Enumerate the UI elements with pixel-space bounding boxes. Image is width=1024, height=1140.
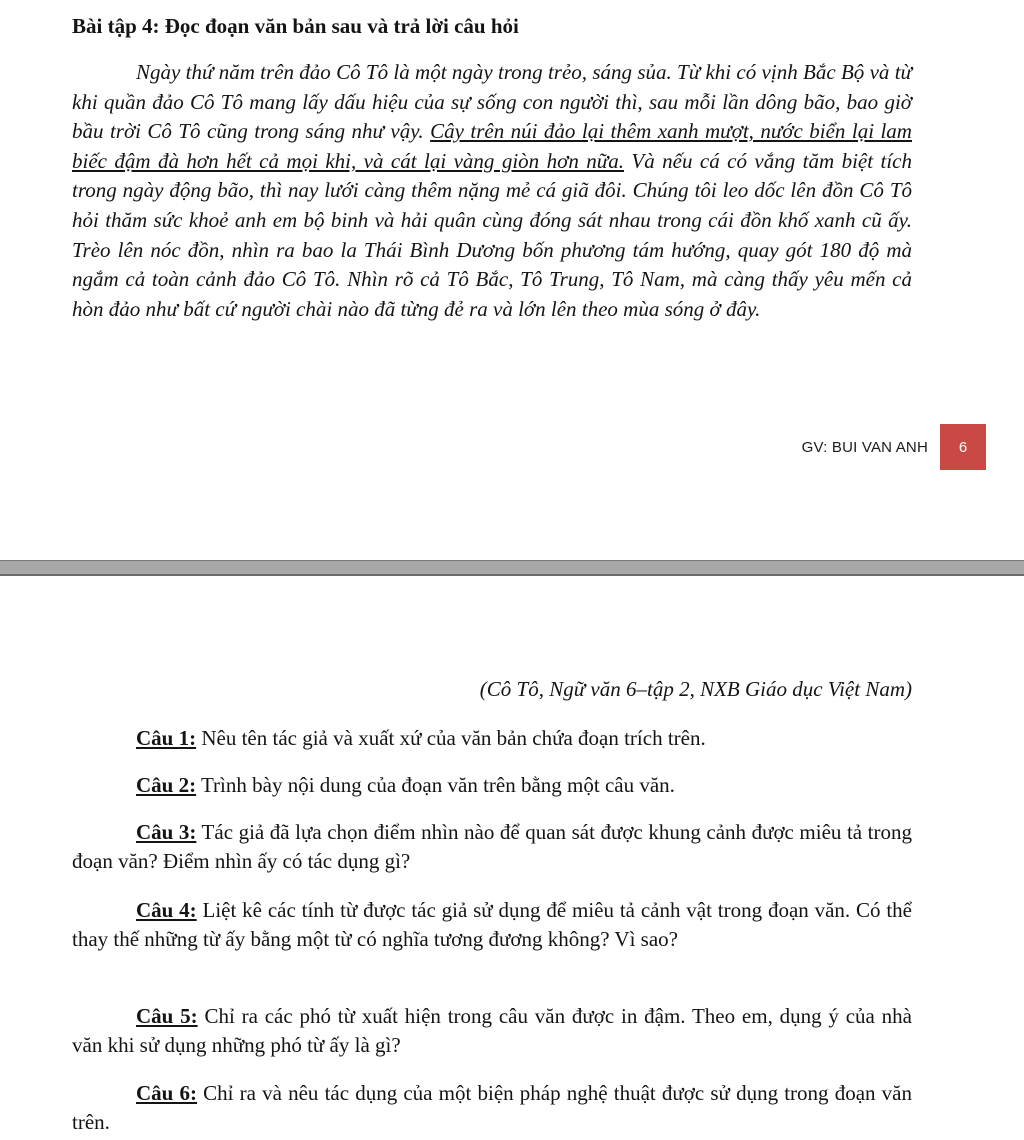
passage-text-before: Ngày thứ năm trên đảo Cô Tô là một ngày trong trẻo, sáng sủa. Từ khi có vịnh Bắc Bộ và từ khi quần đảo Cô Tô mang lấy dấu hiệu của sự sống con người thì, sau mỗi lần dông bão, bao giờ bầu trời Cô Tô cũng trong sáng như vậy. xyxy=(72,60,912,144)
passage-source: (Cô Tô, Ngữ văn 6–tập 2, NXB Giáo dục Việt Nam) xyxy=(479,677,912,701)
question-text: Chỉ ra các phó từ xuất hiện trong câu văn được in đậm. Theo em, dụng ý của nhà văn khi sử dụng những phó từ ấy là gì? xyxy=(72,1004,912,1057)
question-text: Chỉ ra và nêu tác dụng của một biện pháp nghệ thuật được sử dụng trong đoạn văn trên. xyxy=(72,1081,912,1134)
question-text: Tác giả đã lựa chọn điểm nhìn nào để quan sát được khung cảnh được miêu tả trong đoạn văn? Điểm nhìn ấy có tác dụng gì? xyxy=(72,820,912,873)
passage-text-after: Và nếu cá có vắng tăm biệt tích trong ngày động bão, thì nay lưới càng thêm nặng mẻ cá giã đôi. Chúng tôi leo dốc lên đồn Cô Tô hỏi thăm sức khoẻ anh em bộ binh và hải quân cùng đóng sát nhau trong cái đồn khố xanh cũ ấy. Trèo lên nóc đồn, nhìn ra bao la Thái Bình Dương bốn phương tám hướng, quay gót 180 độ mà ngắm cả toàn cảnh đảo Cô Tô. Nhìn rõ cả Tô Bắc, Tô Trung, Tô Nam, mà càng thấy yêu mến cả hòn đảo như bất cứ người chài nào đã từng đẻ ra và lớn lên theo mùa sóng ở đây. xyxy=(72,148,912,321)
question-label: Câu 5: xyxy=(136,1004,198,1028)
page-separator xyxy=(0,560,1024,576)
question-label: Câu 3: xyxy=(136,820,197,844)
teacher-name: GV: BUI VAN ANH xyxy=(801,438,928,456)
question-text: Liệt kê các tính từ được tác giả sử dụng để miêu tả cảnh vật trong đoạn văn. Có thể thay thế những từ ấy bằng một từ có nghĩa tương đương không? Vì sao? xyxy=(72,898,913,951)
question-label: Câu 4: xyxy=(136,898,197,922)
passage-emphasized-sentence: Cây trên núi đảo lại thêm xanh mượt, nước biển lại lam biếc đậm đà hơn hết cả mọi khi, và cát lại vàng giòn hơn nữa. xyxy=(72,119,912,173)
page-number-badge: 6 xyxy=(940,424,986,470)
document-page-top xyxy=(0,0,1024,560)
question-label: Câu 2: xyxy=(136,773,197,797)
document-page-bottom xyxy=(0,576,1024,1140)
question-2 xyxy=(72,771,912,800)
page-footer xyxy=(802,424,986,470)
question-6 xyxy=(72,1079,912,1137)
question-label: Câu 1: xyxy=(136,726,197,750)
question-5 xyxy=(72,1002,912,1060)
question-4 xyxy=(72,896,912,954)
question-3 xyxy=(72,818,912,876)
reading-passage xyxy=(72,58,912,324)
question-label: Câu 6: xyxy=(136,1081,197,1105)
question-text: Trình bày nội dung của đoạn văn trên bằng một câu văn. xyxy=(196,773,675,797)
exercise-title: Bài tập 4: Đọc đoạn văn bản sau và trả lời câu hỏi xyxy=(72,14,519,38)
question-text: Nêu tên tác giả và xuất xứ của văn bản chứa đoạn trích trên. xyxy=(196,726,706,750)
question-1 xyxy=(72,724,912,753)
